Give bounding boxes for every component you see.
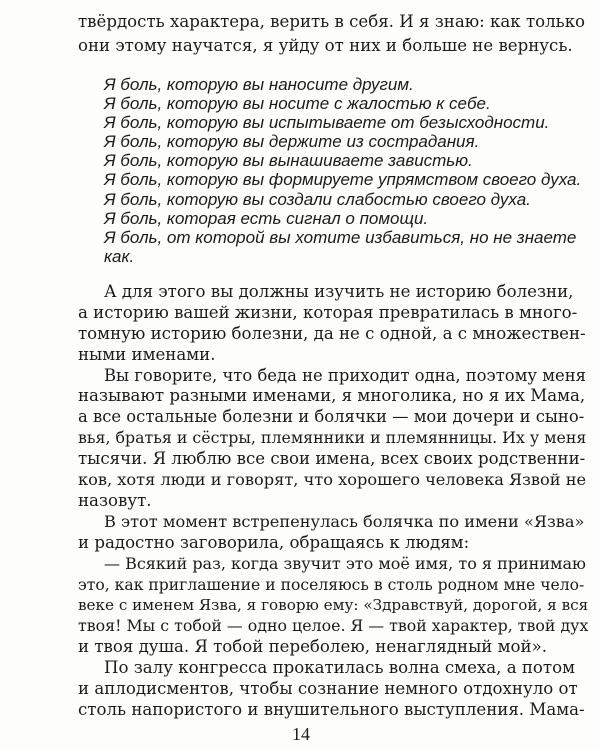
- text-line: вья, братья и сёстры, племянники и племянницы. Их у меня: [78, 428, 587, 448]
- text-line: они этому научатся, я уйду от них и больше не вернусь.: [78, 35, 573, 55]
- page-number: 14: [292, 724, 310, 744]
- poem-line: Я боль, которую вы носите с жалостью к себе.: [104, 93, 491, 113]
- text-line: томную историю болезни, да не с одной, а с множествен-: [78, 323, 586, 343]
- text-line: — Всякий раз, когда звучит это моё имя, то я принимаю: [104, 553, 586, 573]
- text-line: а все остальные болезни и болячки — мои дочери и сыно-: [78, 407, 585, 427]
- text-line: веке с именем Язва, я говорю ему: «Здравствуй, дорогой, я вся: [78, 596, 589, 615]
- text-line: ков, хотя люди и говорят, что хорошего человека Язвой не: [78, 470, 587, 490]
- poem-line: Я боль, которую вы вынашиваете завистью.: [104, 150, 473, 170]
- poem-line: Я боль, которую вы наносите другим.: [104, 74, 414, 94]
- text-line: По залу конгресса прокатилась волна смеха, а потом: [104, 658, 576, 678]
- poem-line: Я боль, которую вы создали слабостью своего духа.: [104, 189, 531, 209]
- text-line: тысячи. Я люблю все свои имена, всех своих родственни-: [78, 449, 586, 469]
- text-line: твоя! Мы с тобой — одно целое. Я — твой характер, твой дух: [78, 616, 589, 636]
- text-line: и аплодисментов, чтобы сознание немного отдохнуло от: [78, 679, 578, 699]
- text-line: ными именами.: [78, 344, 216, 364]
- text-line: А для этого вы должны изучить не историю болезни,: [104, 281, 574, 301]
- poem-line: Я боль, от которой вы хотите избавиться, но не знаете: [104, 227, 577, 247]
- text-line: В этот момент встрепенулась болячка по имени «Язва»: [104, 511, 585, 531]
- poem-line: как.: [104, 246, 135, 266]
- text-line: назовут.: [78, 490, 152, 510]
- poem-line: Я боль, которая есть сигнал о помощи.: [104, 208, 429, 228]
- text-line: называют разными именами, я многолика, но я их Мама,: [78, 386, 586, 406]
- poem-line: Я боль, которую вы испытываете от безысходности.: [104, 112, 550, 132]
- text-line: Вы говорите, что беда не приходит одна, поэтому меня: [104, 365, 586, 385]
- text-line: столь напористого и внушительного выступления. Мама-: [78, 700, 585, 719]
- text-line: и твоя душа. Я тобой переболею, ненаглядный мой».: [78, 637, 548, 657]
- poem-line: Я боль, которую вы держите из сострадания.: [104, 131, 480, 151]
- text-line: а историю вашей жизни, которая превратилась в много-: [78, 302, 578, 322]
- text-line: твёрдость характера, верить в себя. И я знаю: как только: [78, 12, 586, 31]
- poem-line: Я боль, которую вы формируете упрямством своего духа.: [104, 169, 582, 189]
- text-line: и радостно заговорила, обращаясь к людям:: [78, 532, 470, 552]
- text-line: это, как приглашение и поселяюсь в столь родном мне чело-: [78, 575, 585, 594]
